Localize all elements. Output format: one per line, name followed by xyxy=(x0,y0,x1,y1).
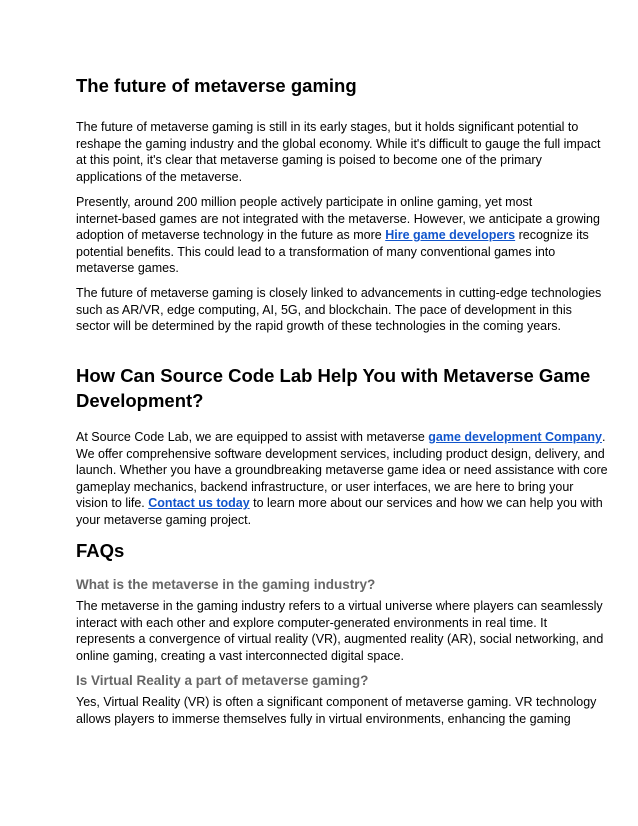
text-line: metaverse games. xyxy=(76,261,179,275)
heading-line: Development? xyxy=(76,390,204,411)
text-segment: adoption of metaverse technology in the future as more xyxy=(76,228,386,242)
text-line: potential benefits. This could lead to a transformation of many conventional games into xyxy=(76,244,556,259)
text-segment: recognize its xyxy=(515,228,589,242)
faq-answer xyxy=(76,598,604,664)
text-line: represents a convergence of virtual reality (VR), augmented reality (AR), social networking, and xyxy=(76,632,604,646)
text-line: allows players to immerse themselves fully in virtual environments, enhancing the gaming xyxy=(76,711,571,726)
heading-line: How Can Source Code Lab Help You with Metaverse Game xyxy=(76,365,591,386)
hire-game-developers-link[interactable]: Hire game developers xyxy=(385,228,516,242)
text-line: launch. Whether you have a groundbreaking metaverse game idea or need assistance with core xyxy=(76,463,608,477)
text-line: such as AR/VR, edge computing, AI, 5G, and blockchain. The pace of development in this xyxy=(76,302,572,317)
text-segment: vision to life. xyxy=(76,496,149,510)
text-line: reshape the gaming industry and the global economy. While it's difficult to gauge the full impact xyxy=(76,136,601,151)
paragraph-source-code-lab xyxy=(76,429,608,528)
text-line: The future of metaverse gaming is still in its early stages, but it holds significant potential to xyxy=(76,120,579,134)
text-segment: to learn more about our services and how we can help you with xyxy=(249,496,603,510)
text-line: at this point, it's clear that metaverse gaming is poised to become one of the primary xyxy=(76,153,542,167)
paragraph-technologies xyxy=(76,285,602,335)
game-development-company-link[interactable]: game development Company xyxy=(428,430,602,444)
text-line: internet-based games are not integrated with the metaverse. However, we anticipate a growing xyxy=(76,211,600,226)
text-line: applications of the metaverse. xyxy=(76,169,243,184)
text-line: interact with each other and explore computer-generated environments in real time. It xyxy=(76,615,548,630)
section-heading-future: The future of metaverse gaming xyxy=(76,75,357,96)
text-segment: At Source Code Lab, we are equipped to assist with metaverse xyxy=(76,430,429,444)
faq-question: Is Virtual Reality a part of metaverse gaming? xyxy=(76,673,369,688)
contact-us-link[interactable]: Contact us today xyxy=(148,496,250,510)
section-heading-source-code-lab xyxy=(76,363,591,413)
text-line xyxy=(76,429,606,446)
text-line xyxy=(76,227,589,244)
text-line: your metaverse gaming project. xyxy=(76,512,252,527)
faq-answer xyxy=(76,694,597,727)
text-line: The metaverse in the gaming industry refers to a virtual universe where players can seamlessly xyxy=(76,599,603,613)
text-line: The future of metaverse gaming is closely linked to advancements in cutting-edge technologies xyxy=(76,286,602,300)
text-line: Presently, around 200 million people actively participate in online gaming, yet most xyxy=(76,195,533,209)
paragraph-online-gaming xyxy=(76,194,600,277)
faq-question: What is the metaverse in the gaming industry? xyxy=(76,577,376,592)
faqs-heading: FAQs xyxy=(76,540,125,561)
text-line: sector will be determined by the rapid growth of these technologies in the coming years. xyxy=(76,319,561,333)
text-line: We offer comprehensive software development services, including product design, delivery, and xyxy=(76,446,605,461)
text-line: Yes, Virtual Reality (VR) is often a significant component of metaverse gaming. VR technology xyxy=(76,695,597,709)
text-segment: . xyxy=(601,430,606,444)
text-line: online gaming, creating a vast interconnected digital space. xyxy=(76,648,404,663)
text-line xyxy=(76,495,603,512)
paragraph-future-intro xyxy=(76,119,601,185)
text-line: gameplay mechanics, backend infrastructure, or user interfaces, we are here to bring your xyxy=(76,479,574,494)
